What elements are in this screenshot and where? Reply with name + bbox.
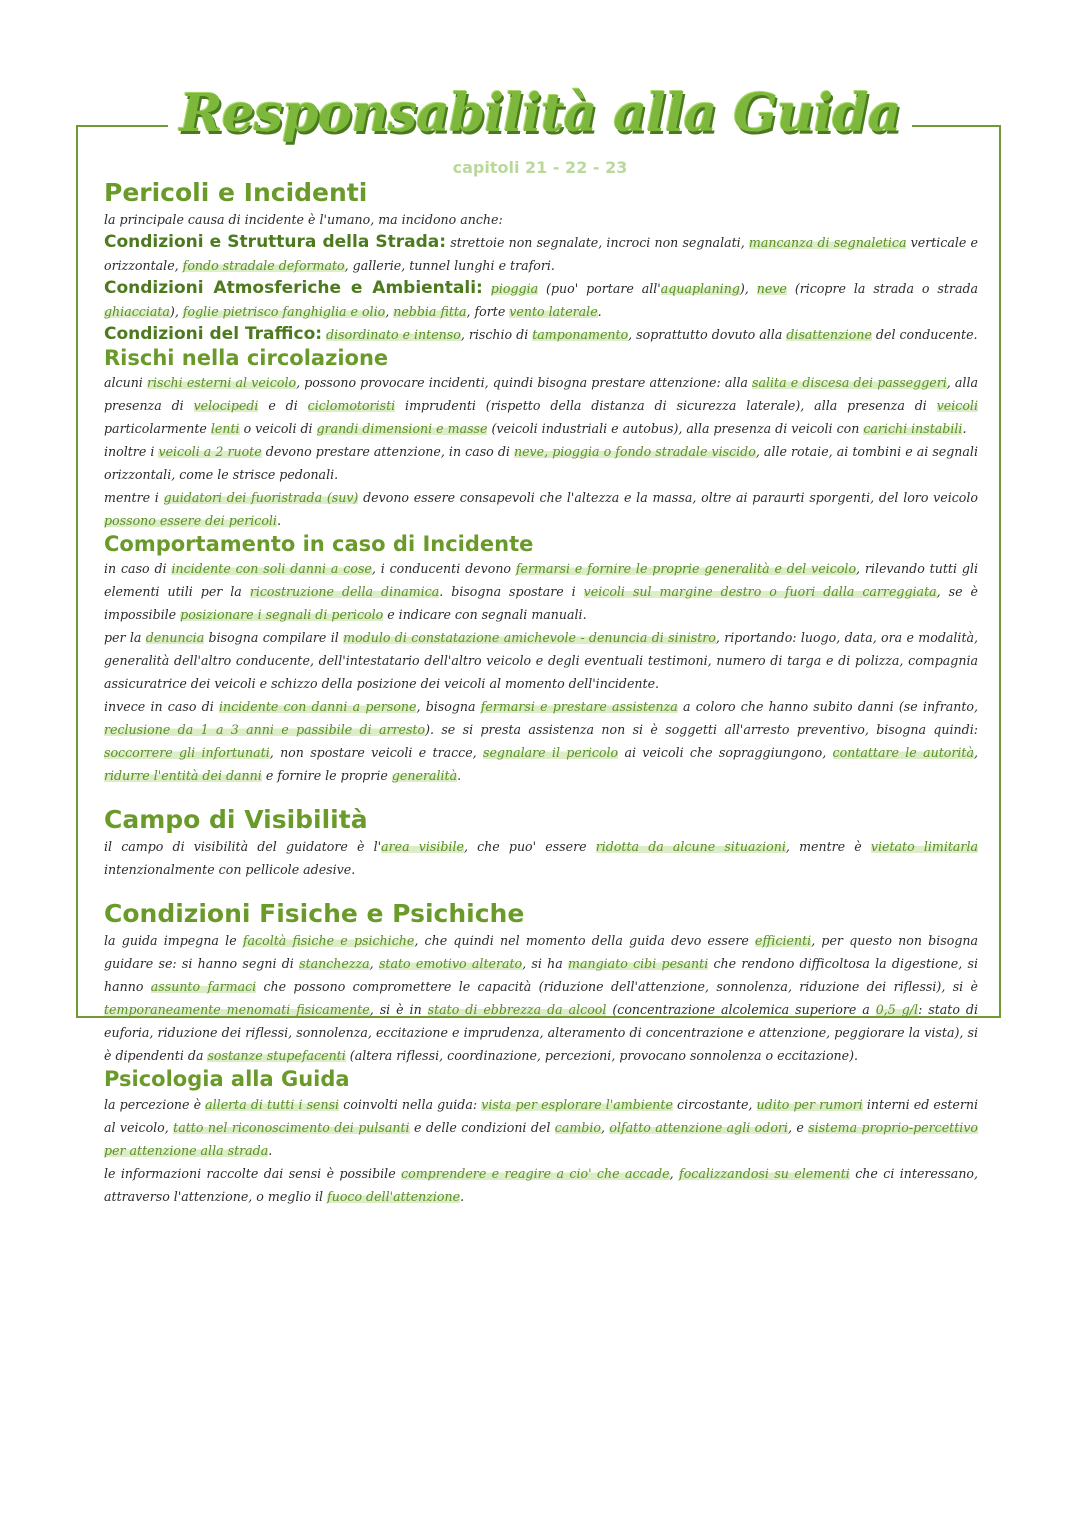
text: . bbox=[962, 421, 967, 437]
label-traffico: Condizioni del Traffico: bbox=[104, 324, 323, 344]
heading-rischi: Rischi nella circolazione bbox=[104, 346, 389, 370]
text: alcuni bbox=[104, 375, 147, 391]
text: e delle condizioni del bbox=[409, 1119, 555, 1135]
text: , bisogna bbox=[416, 699, 481, 715]
text: mentre i bbox=[104, 490, 164, 506]
highlight: guidatori dei fuoristrada (suv) bbox=[163, 490, 359, 506]
highlight: lenti bbox=[210, 421, 240, 437]
highlight: tamponamento bbox=[532, 327, 629, 342]
text: bisogna compilare il bbox=[204, 630, 344, 646]
text: , non spostare veicoli e tracce, bbox=[269, 745, 483, 761]
text: che ci interessano, attraverso l'attenzione, o meglio il bbox=[104, 1165, 979, 1204]
text: , bbox=[600, 1119, 610, 1135]
text: la guida impegna le bbox=[104, 933, 243, 949]
highlight: grandi dimensioni e masse bbox=[316, 421, 488, 437]
highlight: fuoco dell'attenzione bbox=[327, 1188, 461, 1204]
text: , che puo' essere bbox=[463, 839, 596, 855]
text: , bbox=[369, 956, 379, 972]
text: a coloro che hanno subito danni (se infranto, bbox=[677, 699, 979, 715]
highlight: sistema proprio-percettivo per attenzione alla strada bbox=[104, 1119, 979, 1158]
label-strada: Condizioni e Struttura della Strada: bbox=[104, 232, 447, 252]
highlight: efficienti bbox=[755, 933, 812, 949]
highlight: disordinato e intenso bbox=[326, 327, 461, 342]
highlight: fondo stradale deformato bbox=[182, 258, 345, 273]
paragraph-rischi-2 bbox=[104, 440, 978, 486]
text: (ricopre la strada o strada bbox=[786, 281, 979, 296]
heading-visibilita: Campo di Visibilità bbox=[104, 805, 368, 835]
text: strettoie non segnalate, incroci non segnalati, bbox=[446, 235, 749, 250]
text: , forte bbox=[466, 304, 510, 319]
highlight: sostanze stupefacenti bbox=[207, 1048, 346, 1064]
text: , mentre è bbox=[785, 839, 871, 855]
highlight: fermarsi e fornire le proprie generalità e del veicolo bbox=[515, 561, 857, 577]
text: (puo' portare all' bbox=[538, 281, 661, 296]
paragraph-strada bbox=[104, 231, 978, 277]
text: , bbox=[385, 304, 394, 319]
highlight: temporaneamente menomati fisicamente bbox=[104, 1002, 370, 1018]
text: , possono provocare incidenti, quindi bisogna prestare attenzione: alla bbox=[296, 375, 753, 391]
highlight: neve bbox=[756, 281, 787, 296]
paragraph-comportamento-2 bbox=[104, 626, 978, 695]
paragraph-psicologia-1 bbox=[104, 1093, 978, 1162]
text: . bbox=[276, 513, 281, 529]
text: e indicare con segnali manuali. bbox=[383, 607, 587, 623]
spacer bbox=[104, 881, 978, 899]
highlight: ciclomotoristi bbox=[307, 398, 396, 414]
highlight: mangiato cibi pesanti bbox=[568, 956, 709, 972]
paragraph-comportamento-3 bbox=[104, 695, 978, 787]
text: , alla presenza di bbox=[104, 375, 978, 414]
paragraph-condizioni bbox=[104, 929, 978, 1067]
spacer bbox=[104, 787, 978, 805]
text: . bisogna spostare i bbox=[439, 584, 584, 600]
text: , riportando: luogo, data, ora e modalità, generalità dell'altro conducente, dell'intestatario dell'altro veicolo e degli eventuali testimoni, numero di targa e di polizza, compagnia assicuratrice dei veicoli e schizzo della posizione dei veicoli al momento dell'incidente. bbox=[104, 630, 979, 692]
highlight: disattenzione bbox=[786, 327, 872, 342]
text: , se è impossibile bbox=[104, 584, 978, 623]
highlight: assunto farmaci bbox=[150, 979, 257, 995]
text: ai veicoli che sopraggiungono, bbox=[618, 745, 833, 761]
text: (concentrazione alcolemica superiore a bbox=[606, 1002, 876, 1018]
highlight: segnalare il pericolo bbox=[483, 745, 619, 761]
highlight: incidente con soli danni a cose bbox=[171, 561, 372, 577]
paragraph-atmosfera bbox=[104, 277, 978, 323]
text: , soprattutto dovuto alla bbox=[628, 327, 787, 342]
highlight: generalità bbox=[391, 768, 458, 784]
highlight: velocipedi bbox=[193, 398, 259, 414]
text: , rilevando tutti gli elementi utili per la bbox=[104, 561, 978, 600]
text: interni ed esterni al veicolo, bbox=[104, 1096, 979, 1135]
text: inoltre i bbox=[104, 444, 159, 460]
text: : stato di euforia, riduzione dei riflessi, sonnolenza, eccitazione e imprudenza, alteramento di concentrazione e attenzione, peggiorare la vista), si è dipendenti da bbox=[104, 1002, 978, 1064]
highlight: 0,5 g/l bbox=[875, 1002, 919, 1018]
highlight: vista per esplorare l'ambiente bbox=[481, 1096, 673, 1112]
highlight: facoltà fisiche e psichiche bbox=[242, 933, 415, 949]
text: ). se si presta assistenza non si è soggetti all'arresto preventivo, bisogna quindi: bbox=[425, 722, 978, 738]
highlight: neve, pioggia o fondo stradale viscido bbox=[513, 444, 756, 460]
highlight: soccorrere gli infortunati bbox=[104, 745, 270, 761]
highlight: tatto nel riconoscimento dei pulsanti bbox=[173, 1119, 410, 1135]
text: . bbox=[457, 768, 462, 784]
heading-comportamento: Comportamento in caso di Incidente bbox=[104, 532, 534, 557]
text: coinvolti nella guida: bbox=[339, 1096, 482, 1112]
text: ), bbox=[739, 281, 757, 296]
highlight: allerta di tutti i sensi bbox=[205, 1096, 340, 1112]
text: , alle rotaie, ai tombini e ai segnali orizzontali, come le strisce pedonali. bbox=[104, 444, 978, 483]
page-subtitle: capitoli 21 - 22 - 23 bbox=[452, 158, 628, 177]
text: il campo di visibilità del guidatore è l' bbox=[104, 839, 382, 855]
highlight: vietato limitarla bbox=[870, 839, 978, 855]
heading-condizioni: Condizioni Fisiche e Psichiche bbox=[104, 899, 525, 929]
text: , si ha bbox=[522, 956, 569, 972]
highlight: stanchezza bbox=[299, 956, 370, 972]
paragraph-rischi-1 bbox=[104, 371, 978, 440]
highlight: ghiacciata bbox=[104, 304, 170, 319]
text: e fornire le proprie bbox=[261, 768, 392, 784]
text: che possono compromettere le capacità (riduzione dell'attenzione, sonnolenza, riduzione dei riflessi), si è bbox=[256, 979, 978, 995]
highlight: mancanza di segnaletica bbox=[748, 235, 907, 250]
highlight: vento laterale bbox=[509, 304, 598, 319]
heading-psicologia: Psicologia alla Guida bbox=[104, 1067, 350, 1092]
text: invece in caso di bbox=[104, 699, 219, 715]
paragraph-visibilita bbox=[104, 835, 978, 881]
text: , i conducenti devono bbox=[371, 561, 516, 577]
title-wrap bbox=[0, 78, 1080, 150]
highlight: nebbia fitta bbox=[393, 304, 467, 319]
text: o veicoli di bbox=[239, 421, 317, 437]
text: , per questo non bisogna guidare se: si hanno segni di bbox=[104, 933, 979, 972]
highlight: pioggia bbox=[490, 281, 539, 296]
text: ), bbox=[169, 304, 183, 319]
highlight: fermarsi e prestare assistenza bbox=[480, 699, 678, 715]
text: (veicoli industriali e autobus), alla presenza di veicoli con bbox=[487, 421, 864, 437]
text: , bbox=[973, 745, 978, 761]
highlight: reclusione da 1 a 3 anni e passibile di arresto bbox=[104, 722, 426, 738]
heading-pericoli: Pericoli e Incidenti bbox=[104, 178, 368, 207]
highlight: ricostruzione della dinamica bbox=[249, 584, 440, 600]
highlight: salita e discesa dei passeggeri bbox=[752, 375, 947, 391]
highlight: modulo di constatazione amichevole - denuncia di sinistro bbox=[343, 630, 716, 646]
highlight: stato di ebbrezza da alcool bbox=[427, 1002, 607, 1018]
text: e di bbox=[258, 398, 308, 414]
highlight: focalizzandosi su elementi bbox=[679, 1165, 850, 1181]
highlight: incidente con danni a persone bbox=[218, 699, 417, 715]
text: le informazioni raccolte dai sensi è possibile bbox=[104, 1165, 402, 1181]
text: intenzionalmente con pellicole adesive. bbox=[104, 862, 356, 878]
paragraph-comportamento-1 bbox=[104, 557, 978, 626]
notes-content bbox=[104, 178, 978, 1208]
highlight: ridurre l'entità dei danni bbox=[104, 768, 262, 784]
page-title: Responsabilità alla Guida bbox=[168, 78, 913, 150]
highlight: veicoli bbox=[936, 398, 978, 414]
highlight: rischi esterni al veicolo bbox=[146, 375, 297, 391]
paragraph-psicologia-2 bbox=[104, 1162, 978, 1208]
highlight: ridotta da alcune situazioni bbox=[595, 839, 786, 855]
highlight: veicoli a 2 ruote bbox=[158, 444, 262, 460]
text: (altera riflessi, coordinazione, percezioni, provocano sonnolenza o eccitazione). bbox=[345, 1048, 859, 1064]
highlight: cambio bbox=[554, 1119, 601, 1135]
highlight: posizionare i segnali di pericolo bbox=[180, 607, 384, 623]
highlight: denuncia bbox=[145, 630, 205, 646]
text: devono prestare attenzione, in caso di bbox=[261, 444, 514, 460]
pericoli-intro: la principale causa di incidente è l'umano, ma incidono anche: bbox=[104, 212, 503, 227]
text: particolarmente bbox=[104, 421, 211, 437]
highlight: udito per rumori bbox=[756, 1096, 863, 1112]
text: imprudenti (rispetto della distanza di sicurezza laterale), alla presenza di bbox=[395, 398, 937, 414]
text: , che quindi nel momento della guida devo essere bbox=[414, 933, 756, 949]
paragraph-traffico bbox=[104, 323, 978, 346]
text: che rendono difficoltosa la digestione, si hanno bbox=[104, 956, 978, 995]
paragraph-rischi-3 bbox=[104, 486, 978, 532]
text: per la bbox=[104, 630, 146, 646]
highlight: olfatto attenzione agli odori bbox=[609, 1119, 788, 1135]
text: , e bbox=[787, 1119, 809, 1135]
highlight: comprendere e reagire a cio' che accade bbox=[401, 1165, 670, 1181]
highlight: carichi instabili bbox=[863, 421, 963, 437]
text: , bbox=[669, 1165, 680, 1181]
text: circostante, bbox=[672, 1096, 757, 1112]
highlight: area visibile bbox=[381, 839, 464, 855]
text: la percezione è bbox=[104, 1096, 206, 1112]
text: . bbox=[597, 304, 602, 319]
text: . bbox=[460, 1188, 465, 1204]
text: del conducente. bbox=[871, 327, 978, 342]
text: in caso di bbox=[104, 561, 172, 577]
text: , si è in bbox=[369, 1002, 428, 1018]
highlight: stato emotivo alterato bbox=[378, 956, 523, 972]
highlight: foglie pietrisco fanghiglia e olio bbox=[182, 304, 386, 319]
text: verticale e orizzontale, bbox=[104, 235, 978, 273]
highlight: possono essere dei pericoli bbox=[104, 513, 277, 529]
text: , gallerie, tunnel lunghi e trafori. bbox=[344, 258, 555, 273]
text: devono essere consapevoli che l'altezza e la massa, oltre ai paraurti sporgenti, del loro veicolo bbox=[358, 490, 978, 506]
label-atmosfera: Condizioni Atmosferiche e Ambientali: bbox=[104, 278, 483, 298]
text: , rischio di bbox=[460, 327, 533, 342]
highlight: veicoli sul margine destro o fuori dalla carreggiata bbox=[583, 584, 937, 600]
highlight: contattare le autorità bbox=[832, 745, 974, 761]
text: . bbox=[268, 1142, 273, 1158]
highlight: aquaplaning bbox=[660, 281, 740, 296]
